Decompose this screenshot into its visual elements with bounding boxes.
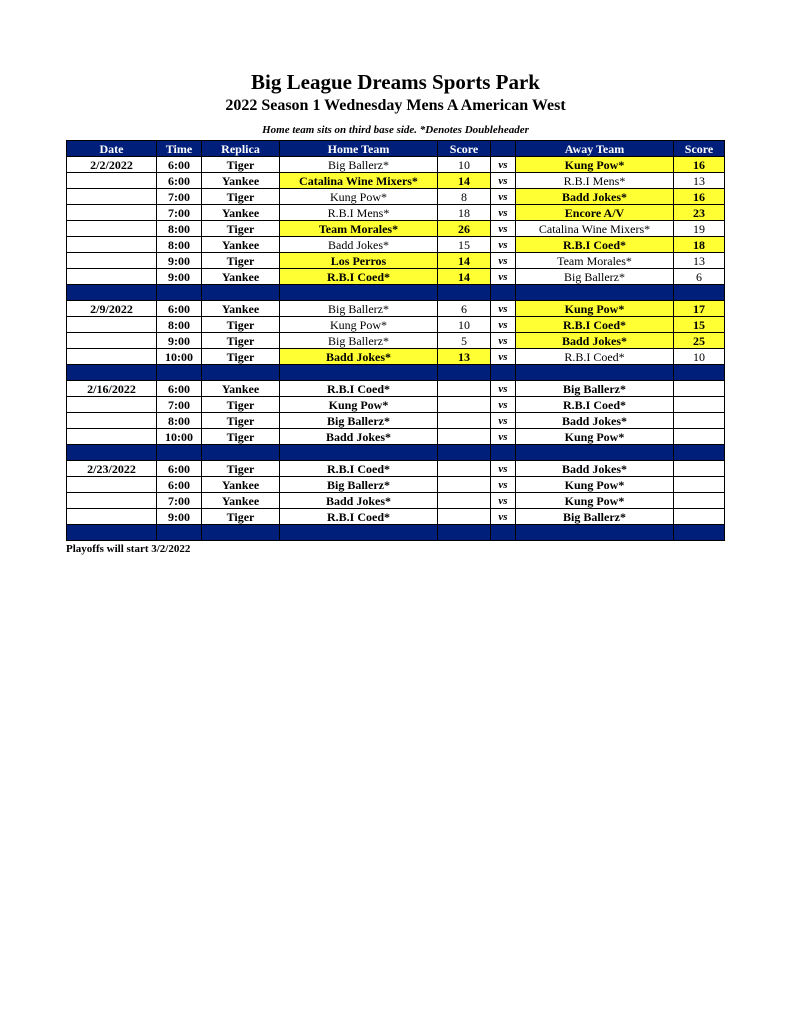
- date-cell: 2/2/2022: [67, 157, 157, 173]
- home-score-cell: [438, 477, 491, 493]
- vs-cell: vs: [491, 477, 516, 493]
- schedule-table: [66, 140, 725, 541]
- home-score-cell: 5: [438, 333, 491, 349]
- separator-cell: [516, 445, 674, 461]
- date-cell: [67, 253, 157, 269]
- replica-cell: Yankee: [202, 205, 280, 221]
- header-time: Time: [157, 141, 202, 157]
- replica-cell: Yankee: [202, 269, 280, 285]
- away-team-cell: Big Ballerz*: [516, 381, 674, 397]
- table-row: [67, 477, 725, 493]
- schedule-note: Home team sits on third base side. *Denotes Doubleheader: [262, 124, 529, 136]
- table-row: [67, 157, 725, 173]
- separator-cell: [157, 445, 202, 461]
- home-team-cell: R.B.I Coed*: [280, 461, 438, 477]
- header-home-team: Home Team: [280, 141, 438, 157]
- away-score-cell: 19: [674, 221, 725, 237]
- home-score-cell: [438, 413, 491, 429]
- table-row: [67, 493, 725, 509]
- separator-cell: [202, 525, 280, 541]
- replica-cell: Tiger: [202, 189, 280, 205]
- table-row: [67, 253, 725, 269]
- date-cell: [67, 493, 157, 509]
- replica-cell: Tiger: [202, 429, 280, 445]
- group-separator: [67, 445, 725, 461]
- date-cell: [67, 221, 157, 237]
- replica-cell: Yankee: [202, 237, 280, 253]
- home-score-cell: 26: [438, 221, 491, 237]
- away-score-cell: 13: [674, 173, 725, 189]
- separator-cell: [674, 285, 725, 301]
- date-cell: [67, 397, 157, 413]
- table-row: [67, 317, 725, 333]
- separator-cell: [157, 365, 202, 381]
- home-team-cell: Big Ballerz*: [280, 477, 438, 493]
- away-team-cell: Big Ballerz*: [516, 509, 674, 525]
- vs-cell: vs: [491, 301, 516, 317]
- table-row: [67, 205, 725, 221]
- home-team-cell: Big Ballerz*: [280, 157, 438, 173]
- separator-cell: [516, 365, 674, 381]
- time-cell: 6:00: [157, 477, 202, 493]
- header-replica: Replica: [202, 141, 280, 157]
- table-row: [67, 269, 725, 285]
- separator-cell: [516, 525, 674, 541]
- separator-cell: [674, 365, 725, 381]
- time-cell: 9:00: [157, 333, 202, 349]
- home-team-cell: Los Perros: [280, 253, 438, 269]
- time-cell: 7:00: [157, 397, 202, 413]
- away-team-cell: Badd Jokes*: [516, 333, 674, 349]
- time-cell: 7:00: [157, 493, 202, 509]
- replica-cell: Yankee: [202, 477, 280, 493]
- separator-cell: [280, 365, 438, 381]
- home-score-cell: [438, 461, 491, 477]
- away-team-cell: Encore A/V: [516, 205, 674, 221]
- away-team-cell: Kung Pow*: [516, 301, 674, 317]
- vs-cell: vs: [491, 205, 516, 221]
- home-team-cell: Badd Jokes*: [280, 237, 438, 253]
- date-cell: [67, 269, 157, 285]
- time-cell: 7:00: [157, 205, 202, 221]
- header-away-score: Score: [674, 141, 725, 157]
- table-row: [67, 397, 725, 413]
- date-cell: [67, 429, 157, 445]
- replica-cell: Yankee: [202, 173, 280, 189]
- away-team-cell: Badd Jokes*: [516, 413, 674, 429]
- home-team-cell: Big Ballerz*: [280, 413, 438, 429]
- separator-cell: [67, 445, 157, 461]
- home-team-cell: Badd Jokes*: [280, 429, 438, 445]
- vs-cell: vs: [491, 221, 516, 237]
- group-separator: [67, 285, 725, 301]
- table-row: [67, 221, 725, 237]
- separator-cell: [438, 525, 491, 541]
- table-row: [67, 189, 725, 205]
- date-cell: [67, 317, 157, 333]
- separator-cell: [157, 285, 202, 301]
- time-cell: 9:00: [157, 253, 202, 269]
- separator-cell: [438, 445, 491, 461]
- group-separator: [67, 525, 725, 541]
- away-score-cell: 6: [674, 269, 725, 285]
- replica-cell: Tiger: [202, 509, 280, 525]
- away-score-cell: [674, 493, 725, 509]
- away-team-cell: Kung Pow*: [516, 477, 674, 493]
- away-score-cell: 16: [674, 189, 725, 205]
- separator-cell: [202, 285, 280, 301]
- table-row: [67, 349, 725, 365]
- vs-cell: vs: [491, 413, 516, 429]
- separator-cell: [280, 445, 438, 461]
- home-team-cell: Kung Pow*: [280, 317, 438, 333]
- away-team-cell: Kung Pow*: [516, 157, 674, 173]
- time-cell: 9:00: [157, 269, 202, 285]
- home-score-cell: [438, 493, 491, 509]
- away-score-cell: 18: [674, 237, 725, 253]
- time-cell: 6:00: [157, 157, 202, 173]
- away-team-cell: Catalina Wine Mixers*: [516, 221, 674, 237]
- away-score-cell: 13: [674, 253, 725, 269]
- time-cell: 10:00: [157, 429, 202, 445]
- table-row: [67, 461, 725, 477]
- date-cell: [67, 413, 157, 429]
- separator-cell: [491, 445, 516, 461]
- replica-cell: Tiger: [202, 413, 280, 429]
- replica-cell: Tiger: [202, 397, 280, 413]
- time-cell: 7:00: [157, 189, 202, 205]
- away-team-cell: Big Ballerz*: [516, 269, 674, 285]
- away-team-cell: Badd Jokes*: [516, 461, 674, 477]
- home-team-cell: Catalina Wine Mixers*: [280, 173, 438, 189]
- away-score-cell: 15: [674, 317, 725, 333]
- time-cell: 6:00: [157, 173, 202, 189]
- home-score-cell: 15: [438, 237, 491, 253]
- away-score-cell: 23: [674, 205, 725, 221]
- date-cell: 2/16/2022: [67, 381, 157, 397]
- replica-cell: Tiger: [202, 317, 280, 333]
- vs-cell: vs: [491, 269, 516, 285]
- vs-cell: vs: [491, 509, 516, 525]
- separator-cell: [516, 285, 674, 301]
- time-cell: 9:00: [157, 509, 202, 525]
- home-score-cell: 14: [438, 253, 491, 269]
- replica-cell: Yankee: [202, 493, 280, 509]
- home-team-cell: R.B.I Coed*: [280, 509, 438, 525]
- away-team-cell: R.B.I Coed*: [516, 349, 674, 365]
- away-team-cell: R.B.I Coed*: [516, 397, 674, 413]
- home-team-cell: Kung Pow*: [280, 397, 438, 413]
- table-row: [67, 429, 725, 445]
- away-score-cell: [674, 413, 725, 429]
- group-separator: [67, 365, 725, 381]
- separator-cell: [157, 525, 202, 541]
- date-cell: [67, 237, 157, 253]
- page-subtitle: 2022 Season 1 Wednesday Mens A American West: [225, 97, 566, 114]
- away-team-cell: Team Morales*: [516, 253, 674, 269]
- away-team-cell: Kung Pow*: [516, 429, 674, 445]
- replica-cell: Tiger: [202, 461, 280, 477]
- away-team-cell: Kung Pow*: [516, 493, 674, 509]
- date-cell: [67, 349, 157, 365]
- away-team-cell: Badd Jokes*: [516, 189, 674, 205]
- replica-cell: Tiger: [202, 221, 280, 237]
- separator-cell: [674, 445, 725, 461]
- separator-cell: [202, 365, 280, 381]
- home-team-cell: R.B.I Coed*: [280, 381, 438, 397]
- home-team-cell: Big Ballerz*: [280, 333, 438, 349]
- home-score-cell: 8: [438, 189, 491, 205]
- home-score-cell: 14: [438, 269, 491, 285]
- time-cell: 8:00: [157, 237, 202, 253]
- home-score-cell: [438, 509, 491, 525]
- away-score-cell: 10: [674, 349, 725, 365]
- separator-cell: [491, 525, 516, 541]
- date-cell: [67, 509, 157, 525]
- vs-cell: vs: [491, 237, 516, 253]
- home-team-cell: Badd Jokes*: [280, 349, 438, 365]
- separator-cell: [674, 525, 725, 541]
- time-cell: 6:00: [157, 461, 202, 477]
- date-cell: [67, 173, 157, 189]
- header-home-score: Score: [438, 141, 491, 157]
- replica-cell: Yankee: [202, 381, 280, 397]
- vs-cell: vs: [491, 381, 516, 397]
- date-cell: [67, 477, 157, 493]
- time-cell: 8:00: [157, 317, 202, 333]
- table-row: [67, 381, 725, 397]
- home-score-cell: 14: [438, 173, 491, 189]
- away-score-cell: 25: [674, 333, 725, 349]
- separator-cell: [438, 365, 491, 381]
- time-cell: 10:00: [157, 349, 202, 365]
- separator-cell: [491, 285, 516, 301]
- separator-cell: [491, 365, 516, 381]
- vs-cell: vs: [491, 317, 516, 333]
- separator-cell: [280, 525, 438, 541]
- away-score-cell: [674, 477, 725, 493]
- table-row: [67, 509, 725, 525]
- vs-cell: vs: [491, 461, 516, 477]
- table-row: [67, 237, 725, 253]
- separator-cell: [67, 525, 157, 541]
- date-cell: [67, 333, 157, 349]
- home-score-cell: 10: [438, 317, 491, 333]
- replica-cell: Tiger: [202, 333, 280, 349]
- separator-cell: [67, 365, 157, 381]
- playoffs-note: Playoffs will start 3/2/2022: [66, 543, 191, 555]
- vs-cell: vs: [491, 173, 516, 189]
- away-team-cell: R.B.I Mens*: [516, 173, 674, 189]
- home-team-cell: R.B.I Mens*: [280, 205, 438, 221]
- home-score-cell: 18: [438, 205, 491, 221]
- table-header-row: [67, 141, 725, 157]
- home-team-cell: Badd Jokes*: [280, 493, 438, 509]
- home-team-cell: Team Morales*: [280, 221, 438, 237]
- vs-cell: vs: [491, 253, 516, 269]
- vs-cell: vs: [491, 333, 516, 349]
- replica-cell: Tiger: [202, 157, 280, 173]
- date-cell: 2/23/2022: [67, 461, 157, 477]
- replica-cell: Yankee: [202, 301, 280, 317]
- home-score-cell: 6: [438, 301, 491, 317]
- home-score-cell: 13: [438, 349, 491, 365]
- time-cell: 6:00: [157, 381, 202, 397]
- away-score-cell: [674, 381, 725, 397]
- time-cell: 8:00: [157, 413, 202, 429]
- separator-cell: [438, 285, 491, 301]
- away-score-cell: [674, 397, 725, 413]
- away-score-cell: 17: [674, 301, 725, 317]
- vs-cell: vs: [491, 189, 516, 205]
- table-row: [67, 333, 725, 349]
- header-away-team: Away Team: [516, 141, 674, 157]
- header-date: Date: [67, 141, 157, 157]
- home-team-cell: Kung Pow*: [280, 189, 438, 205]
- date-cell: 2/9/2022: [67, 301, 157, 317]
- replica-cell: Tiger: [202, 253, 280, 269]
- away-score-cell: 16: [674, 157, 725, 173]
- vs-cell: vs: [491, 349, 516, 365]
- home-team-cell: Big Ballerz*: [280, 301, 438, 317]
- home-score-cell: 10: [438, 157, 491, 173]
- separator-cell: [202, 445, 280, 461]
- home-team-cell: R.B.I Coed*: [280, 269, 438, 285]
- vs-cell: vs: [491, 157, 516, 173]
- time-cell: 6:00: [157, 301, 202, 317]
- time-cell: 8:00: [157, 221, 202, 237]
- away-score-cell: [674, 509, 725, 525]
- date-cell: [67, 205, 157, 221]
- table-row: [67, 301, 725, 317]
- away-score-cell: [674, 429, 725, 445]
- schedule-body: [67, 157, 725, 541]
- replica-cell: Tiger: [202, 349, 280, 365]
- separator-cell: [280, 285, 438, 301]
- vs-cell: vs: [491, 429, 516, 445]
- header-vs: [491, 141, 516, 157]
- home-score-cell: [438, 429, 491, 445]
- away-team-cell: R.B.I Coed*: [516, 317, 674, 333]
- date-cell: [67, 189, 157, 205]
- table-row: [67, 413, 725, 429]
- away-team-cell: R.B.I Coed*: [516, 237, 674, 253]
- vs-cell: vs: [491, 493, 516, 509]
- table-row: [67, 173, 725, 189]
- away-score-cell: [674, 461, 725, 477]
- home-score-cell: [438, 397, 491, 413]
- separator-cell: [67, 285, 157, 301]
- page-title: Big League Dreams Sports Park: [251, 70, 540, 94]
- vs-cell: vs: [491, 397, 516, 413]
- home-score-cell: [438, 381, 491, 397]
